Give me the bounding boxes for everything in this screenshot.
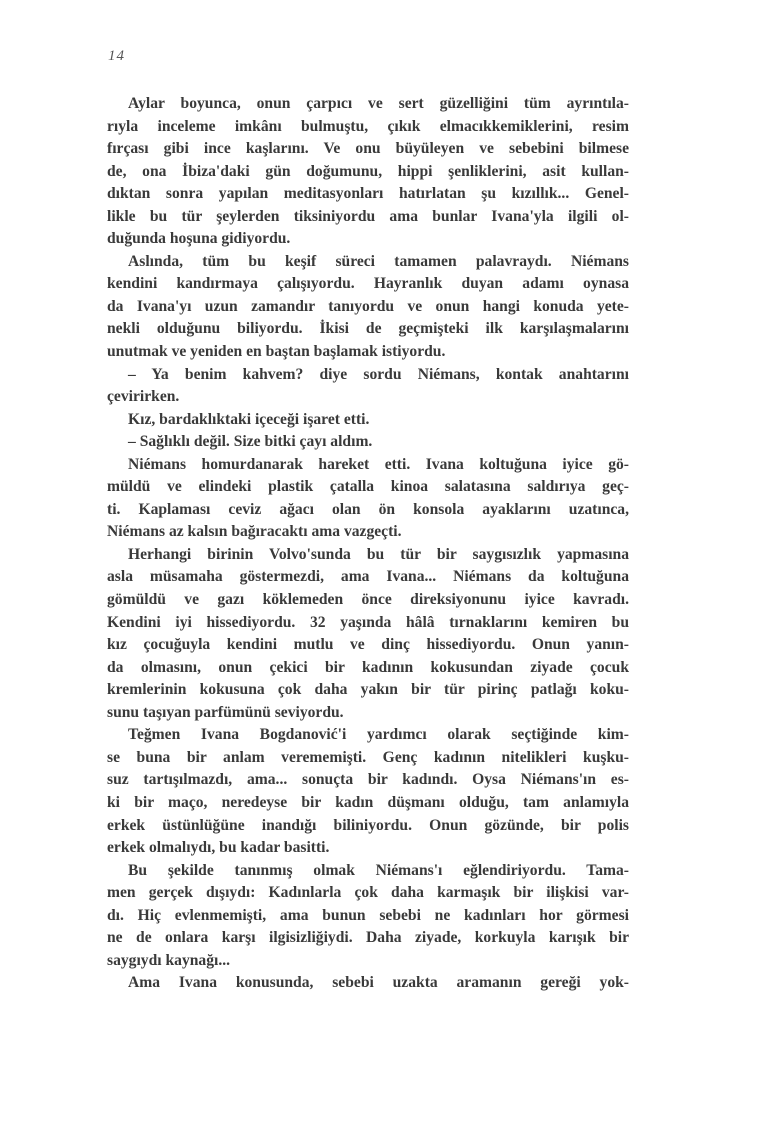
text-line: saygıydı kaynağı... — [107, 951, 231, 969]
text-line: duğunda hoşuna gidiyordu. — [107, 230, 291, 248]
text-line: Herhangi birinin Volvo'sunda bu tür bir saygısızlık yapmasına — [128, 545, 629, 563]
text-line: ti. Kaplaması ceviz ağacı olan ön konsola ayaklarını uzatınca, — [107, 500, 629, 518]
text-line: gömüldü ve gazı köklemeden önce direksiyonunu iyice kavradı. — [107, 591, 629, 609]
text-line: ne de onlara karşı ilgisizliğiydi. Daha ziyade, korkuyla karışık bir — [107, 929, 629, 947]
text-line: Aylar boyunca, onun çarpıcı ve sert güzelliğini tüm ayrıntıla- — [128, 95, 629, 112]
text-line: da olmasını, onun çekici bir kadının kokusundan ziyade çocuk — [107, 658, 629, 676]
text-line: suz tartışılmazdı, ama... sonuçta bir kadındı. Oysa Niémans'ın es- — [107, 771, 629, 789]
text-line: nekli olduğunu biliyordu. İkisi de geçmişteki ilk karşılaşmalarını — [107, 320, 629, 338]
text-line: unutmak ve yeniden en baştan başlamak istiyordu. — [107, 343, 446, 361]
text-line: – Sağlıklı değil. Size bitki çayı aldım. — [128, 433, 373, 451]
text-line: kız çocuğuyla kendini mutlu ve dinç hissediyordu. Onun yanın- — [107, 636, 629, 654]
text-line: fırçası gibi ince kaşlarını. Ve onu büyüleyen ve sebebini bilmese — [107, 140, 629, 158]
text-line: çevirirken. — [107, 388, 180, 406]
text-line: kendini kandırmaya çalışıyordu. Hayranlık duyan adamı oynasa — [107, 275, 629, 293]
text-line: Niémans homurdanarak hareket etti. Ivana koltuğuna iyice gö- — [128, 455, 629, 473]
text-line: men gerçek dışıydı: Kadınlarla çok daha karmaşık bir ilişkisi var- — [107, 884, 629, 902]
text-line: ki bir maço, neredeyse bir kadın düşmanı olduğu, tam anlamıyla — [107, 793, 629, 811]
text-line: se buna bir anlam verememişti. Genç kadının nitelikleri kuşku- — [107, 748, 629, 766]
text-line: rıyla inceleme imkânı bulmuştu, çıkık elmacıkkemiklerini, resim — [107, 117, 629, 135]
page-number: 14 — [108, 48, 125, 64]
text-line: erkek üstünlüğüne inandığı biliniyordu. Onun gözünde, bir polis — [107, 816, 629, 834]
text-line: Kendini iyi hissediyordu. 32 yaşında hâlâ tırnaklarını kemiren bu — [107, 613, 629, 631]
text-line: asla müsamaha göstermezdi, ama Ivana... Niémans da koltuğuna — [107, 568, 629, 586]
text-line: erkek olmalıydı, bu kadar basitti. — [107, 839, 330, 857]
text-line: sunu taşıyan parfümünü seviyordu. — [107, 703, 344, 721]
text-line: da Ivana'yı uzun zamandır tanıyordu ve onun hangi konuda yete- — [107, 297, 629, 315]
text-line: Teğmen Ivana Bogdanović'i yardımcı olarak seçtiğinde kim- — [128, 726, 629, 744]
text-line: müldü ve elindeki plastik çatalla kinoa salatasına saldırıya geç- — [107, 478, 629, 496]
text-line: Kız, bardaklıktaki içeceği işaret etti. — [128, 410, 370, 428]
text-line: – Ya benim kahvem? diye sordu Niémans, kontak anahtarını — [128, 365, 629, 383]
text-line: likle bu tür şeylerden tiksiniyordu ama bunlar Ivana'yla ilgili ol- — [107, 207, 629, 225]
text-line: Bu şekilde tanınmış olmak Niémans'ı eğlendiriyordu. Tama- — [128, 861, 629, 879]
text-line: kremlerinin kokusuna çok daha yakın bir tür pirinç patlağı koku- — [107, 681, 629, 699]
text-line: de, ona İbiza'daki gün doğumunu, hippi şenliklerini, asit kullan- — [107, 162, 629, 180]
text-line: dı. Hiç evlenmemişti, ama bunun sebebi ne kadınları hor görmesi — [107, 906, 629, 924]
text-line: dıktan sonra yapılan meditasyonları hatırlatan şu kızıllık... Genel- — [107, 185, 629, 203]
text-line: Ama Ivana konusunda, sebebi uzakta aramanın gereği yok- — [128, 974, 629, 992]
body-text — [107, 93, 629, 995]
text-line: Aslında, tüm bu keşif süreci tamamen palavraydı. Niémans — [128, 252, 629, 270]
text-line: Niémans az kalsın bağıracaktı ama vazgeçti. — [107, 523, 402, 541]
